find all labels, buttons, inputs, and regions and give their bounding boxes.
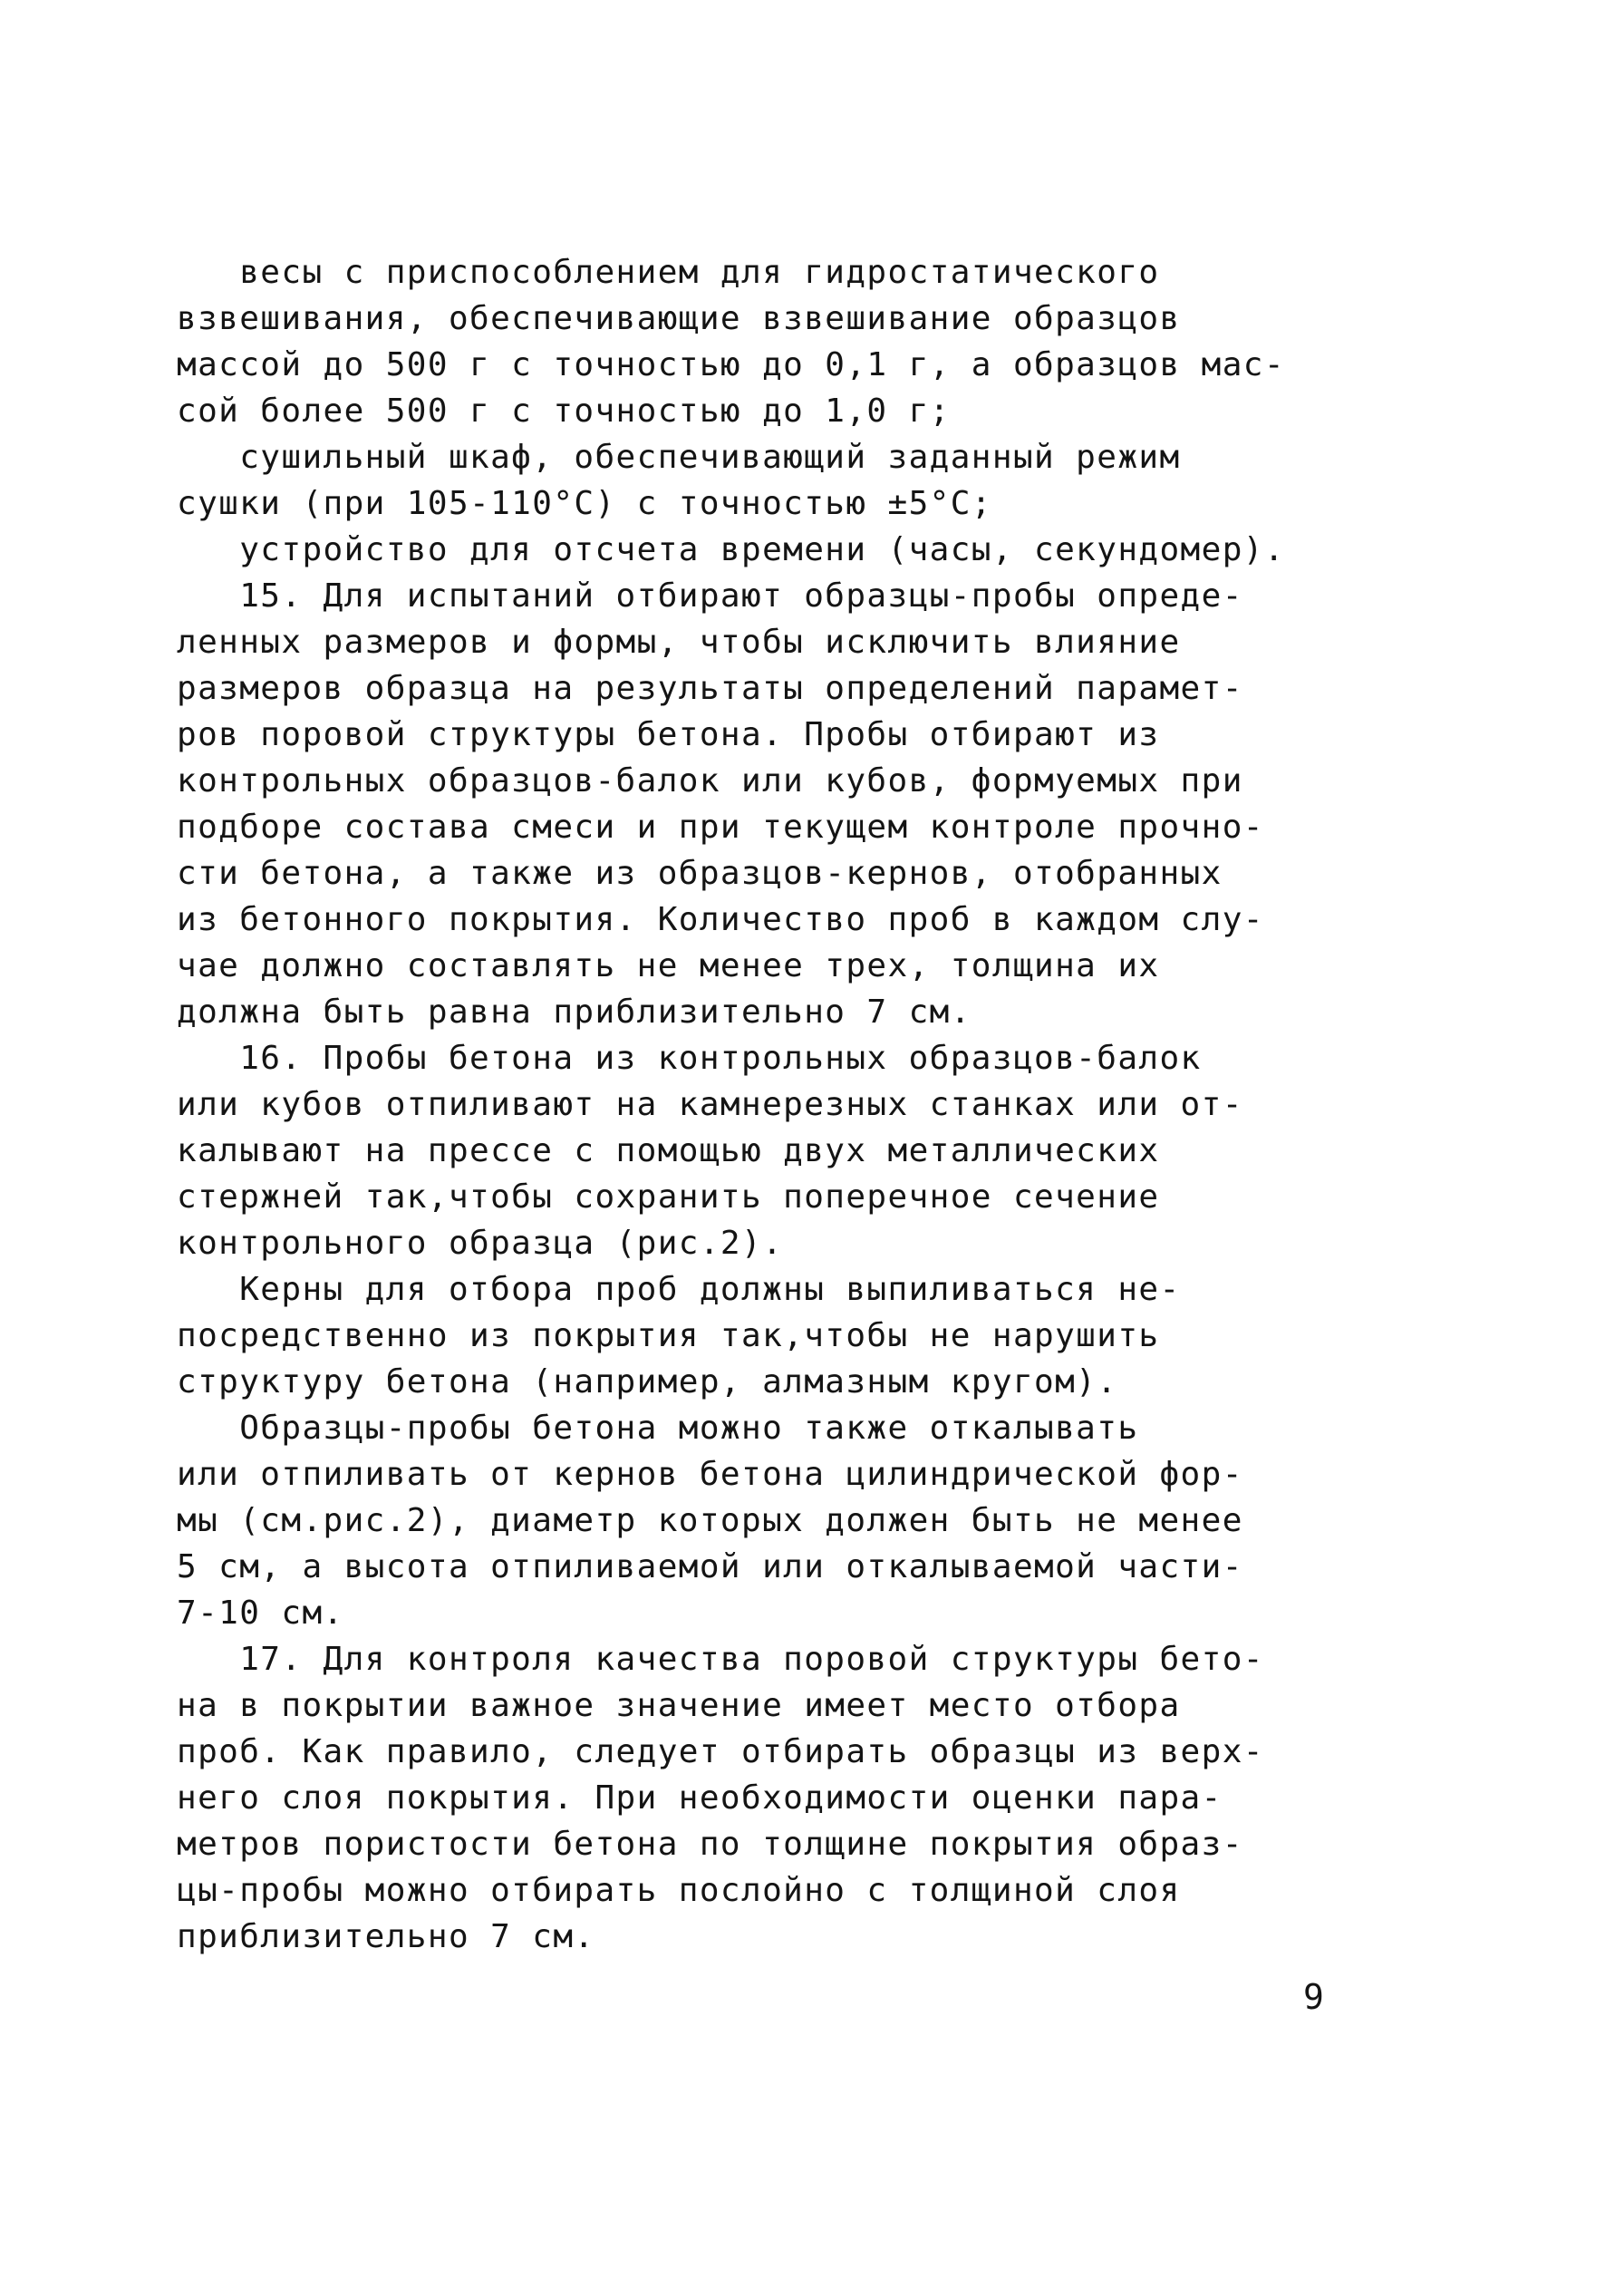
text-line: должна быть равна приблизительно 7 см. <box>177 994 972 1031</box>
page-number: 9 <box>1303 1977 1324 2017</box>
body-text <box>177 249 1355 1960</box>
text-line: него слоя покрытия. При необходимости оценки пара- <box>177 1779 1223 1817</box>
text-line: чае должно составлять не менее трех, толщина их <box>177 947 1160 984</box>
text-line: 5 см, а высота отпиливаемой или откалываемой части- <box>177 1548 1243 1585</box>
text-line: структуру бетона (например, алмазным кругом). <box>177 1363 1118 1401</box>
text-line: массой до 500 г с точностью до 0,1 г, а образцов мас- <box>177 346 1285 383</box>
text-line: 15. Для испытаний отбирают образцы-пробы опреде- <box>177 577 1243 615</box>
text-line: ров поровой структуры бетона. Пробы отбирают из <box>177 716 1160 753</box>
text-line: 7-10 см. <box>177 1595 344 1632</box>
text-line: устройство для отсчета времени (часы, секундомер). <box>177 531 1285 568</box>
text-line: взвешивания, обеспечивающие взвешивание образцов <box>177 300 1181 337</box>
text-line: посредственно из покрытия так,чтобы не нарушить <box>177 1317 1160 1354</box>
text-line: на в покрытии важное значение имеет место отбора <box>177 1687 1181 1724</box>
text-line: мы (см.рис.2), диаметр которых должен быть не менее <box>177 1502 1243 1539</box>
text-line: или отпиливать от кернов бетона цилиндрической фор- <box>177 1456 1243 1493</box>
text-line: сушильный шкаф, обеспечивающий заданный режим <box>177 439 1181 476</box>
text-line: или кубов отпиливают на камнерезных станках или от- <box>177 1086 1243 1123</box>
text-line: метров пористости бетона по толщине покрытия образ- <box>177 1826 1243 1863</box>
text-line: калывают на прессе с помощью двух металлических <box>177 1132 1160 1169</box>
text-line: стержней так,чтобы сохранить поперечное сечение <box>177 1178 1160 1216</box>
text-line: весы с приспособлением для гидростатического <box>177 254 1160 291</box>
text-line: сой более 500 г с точностью до 1,0 г; <box>177 393 951 430</box>
text-line: ленных размеров и формы, чтобы исключить влияние <box>177 624 1181 661</box>
text-line: сти бетона, а также из образцов-кернов, отобранных <box>177 855 1223 892</box>
text-line: Образцы-пробы бетона можно также откалывать <box>177 1410 1139 1447</box>
text-line: контрольного образца (рис.2). <box>177 1225 784 1262</box>
text-line: подборе состава смеси и при текущем контроле прочно- <box>177 809 1264 846</box>
text-line: 16. Пробы бетона из контрольных образцов-балок <box>177 1040 1202 1077</box>
text-line: контрольных образцов-балок или кубов, формуемых при <box>177 762 1243 800</box>
text-line: приблизительно 7 см. <box>177 1918 595 1955</box>
text-line: размеров образца на результаты определений парамет- <box>177 670 1243 707</box>
text-line: Керны для отбора проб должны выпиливаться не- <box>177 1271 1181 1308</box>
text-line: из бетонного покрытия. Количество проб в каждом слу- <box>177 901 1264 938</box>
text-line: 17. Для контроля качества поровой структуры бето- <box>177 1641 1264 1678</box>
text-line: сушки (при 105-110°С) с точностью ±5°С; <box>177 485 992 522</box>
text-line: цы-пробы можно отбирать послойно с толщиной слоя <box>177 1872 1181 1909</box>
text-line: проб. Как правило, следует отбирать образцы из верх- <box>177 1733 1264 1770</box>
